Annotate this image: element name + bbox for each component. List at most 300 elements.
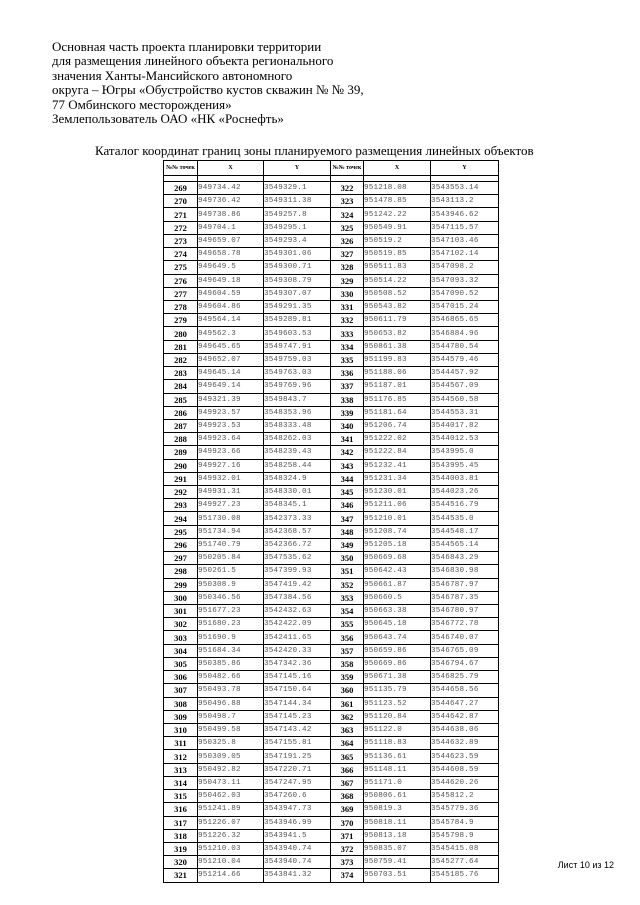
point-number: 274 [164,248,198,261]
table-row [164,182,499,195]
x-coordinate: 950669.68 [364,552,431,565]
y-coordinate: 3545185.76 [431,869,499,882]
point-number: 303 [164,631,198,644]
x-coordinate: 951226.07 [198,816,264,829]
point-number: 340 [331,419,364,432]
table-row [164,591,499,604]
point-number: 338 [331,393,364,406]
y-coordinate: 3548330.01 [264,486,331,499]
y-coordinate: 3549769.96 [264,380,331,393]
x-coordinate: 951680.23 [198,618,264,631]
y-coordinate: 3543995.0 [431,446,499,459]
x-coordinate: 950462.03 [198,790,264,803]
y-coordinate: 3544457.92 [431,367,499,380]
x-coordinate: 950645.18 [364,618,431,631]
point-number: 328 [331,261,364,274]
x-coordinate: 949932.01 [198,472,264,485]
x-coordinate: 951208.74 [364,525,431,538]
x-coordinate: 951210.03 [198,842,264,855]
point-number: 362 [331,710,364,723]
y-coordinate: 3547115.57 [431,221,499,234]
x-coordinate: 951226.32 [198,829,264,842]
point-number: 333 [331,327,364,340]
x-coordinate: 951123.52 [364,697,431,710]
point-number: 296 [164,538,198,551]
column-header-y: Y [264,161,331,176]
x-coordinate: 951730.08 [198,512,264,525]
table-row [164,446,499,459]
point-number: 299 [164,578,198,591]
x-coordinate: 950663.38 [364,605,431,618]
point-number: 298 [164,565,198,578]
y-coordinate: 3547145.16 [264,671,331,684]
point-number: 285 [164,393,198,406]
point-number: 339 [331,406,364,419]
point-number: 322 [331,182,364,195]
x-coordinate: 951120.84 [364,710,431,723]
x-coordinate: 950669.86 [364,657,431,670]
x-coordinate: 949604.86 [198,300,264,313]
y-coordinate: 3544548.17 [431,525,499,538]
y-coordinate: 3547150.64 [264,684,331,697]
point-number: 321 [164,869,198,882]
y-coordinate: 3542366.72 [264,538,331,551]
y-coordinate: 3547102.14 [431,248,499,261]
y-coordinate: 3549843.7 [264,393,331,406]
point-number: 336 [331,367,364,380]
x-coordinate: 951242.22 [364,208,431,221]
table-row [164,605,499,618]
x-coordinate: 950308.9 [198,578,264,591]
point-number: 356 [331,631,364,644]
point-number: 367 [331,776,364,789]
x-coordinate: 949649.14 [198,380,264,393]
x-coordinate: 951118.83 [364,737,431,750]
y-coordinate: 3544567.09 [431,380,499,393]
point-number: 343 [331,459,364,472]
x-coordinate: 950659.86 [364,644,431,657]
y-coordinate: 3543946.99 [264,816,331,829]
y-coordinate: 3542422.09 [264,618,331,631]
point-number: 365 [331,750,364,763]
x-coordinate: 951135.79 [364,684,431,697]
point-number: 326 [331,234,364,247]
x-coordinate: 949652.07 [198,353,264,366]
table-row [164,274,499,287]
y-coordinate: 3545812.2 [431,790,499,803]
point-number: 316 [164,803,198,816]
y-coordinate: 3545277.64 [431,856,499,869]
y-coordinate: 3549307.07 [264,287,331,300]
x-coordinate: 949604.59 [198,287,264,300]
table-row [164,538,499,551]
header-line: Землепользователь ОАО «НК «Роснефть» [52,111,284,127]
point-number: 354 [331,605,364,618]
point-number: 279 [164,314,198,327]
point-number: 307 [164,684,198,697]
y-coordinate: 3549295.1 [264,221,331,234]
y-coordinate: 3549293.4 [264,234,331,247]
point-number: 288 [164,433,198,446]
y-coordinate: 3544638.06 [431,723,499,736]
y-coordinate: 3544623.59 [431,750,499,763]
table-row [164,380,499,393]
point-number: 351 [331,565,364,578]
x-coordinate: 950205.84 [198,552,264,565]
y-coordinate: 3548345.1 [264,499,331,512]
y-coordinate: 3543995.45 [431,459,499,472]
table-row [164,856,499,869]
point-number: 372 [331,842,364,855]
x-coordinate: 951211.06 [364,499,431,512]
x-coordinate: 951171.0 [364,776,431,789]
x-coordinate: 949923.64 [198,433,264,446]
point-number: 357 [331,644,364,657]
x-coordinate: 949321.39 [198,393,264,406]
x-coordinate: 950642.43 [364,565,431,578]
x-coordinate: 951210.04 [198,856,264,869]
point-number: 276 [164,274,198,287]
y-coordinate: 3542432.63 [264,605,331,618]
table-row [164,300,499,313]
x-coordinate: 951136.61 [364,750,431,763]
table-row [164,393,499,406]
y-coordinate: 3543940.74 [264,856,331,869]
point-number: 324 [331,208,364,221]
point-number: 364 [331,737,364,750]
y-coordinate: 3547093.32 [431,274,499,287]
point-number: 318 [164,829,198,842]
y-coordinate: 3544620.26 [431,776,499,789]
point-number: 342 [331,446,364,459]
point-number: 309 [164,710,198,723]
x-coordinate: 951210.01 [364,512,431,525]
y-coordinate: 3549308.79 [264,274,331,287]
y-coordinate: 3544017.82 [431,419,499,432]
point-number: 280 [164,327,198,340]
y-coordinate: 3544647.27 [431,697,499,710]
x-coordinate: 949923.57 [198,406,264,419]
x-coordinate: 950703.51 [364,869,431,882]
point-number: 292 [164,486,198,499]
x-coordinate: 949649.18 [198,274,264,287]
y-coordinate: 3545779.36 [431,803,499,816]
y-coordinate: 3544560.58 [431,393,499,406]
point-number: 290 [164,459,198,472]
table-row [164,763,499,776]
document-header [52,40,364,126]
column-header-x: X [364,161,431,176]
table-row [164,327,499,340]
header-line: 77 Омбинского месторождения» [52,96,232,112]
x-coordinate: 950818.11 [364,816,431,829]
y-coordinate: 3546884.96 [431,327,499,340]
point-number: 300 [164,591,198,604]
y-coordinate: 3547260.6 [264,790,331,803]
table-row [164,195,499,208]
point-number: 313 [164,763,198,776]
y-coordinate: 3544579.46 [431,353,499,366]
y-coordinate: 3546794.67 [431,657,499,670]
table-row [164,578,499,591]
y-coordinate: 3542368.57 [264,525,331,538]
x-coordinate: 949927.16 [198,459,264,472]
x-coordinate: 950653.82 [364,327,431,340]
y-coordinate: 3545798.9 [431,829,499,842]
point-number: 311 [164,737,198,750]
x-coordinate: 951206.74 [364,419,431,432]
point-number: 273 [164,234,198,247]
y-coordinate: 3544632.89 [431,737,499,750]
column-header-point-number: №№ точек [164,161,198,176]
x-coordinate: 949927.23 [198,499,264,512]
y-coordinate: 3544023.26 [431,486,499,499]
x-coordinate: 951740.79 [198,538,264,551]
y-coordinate: 3542411.65 [264,631,331,644]
point-number: 270 [164,195,198,208]
point-number: 317 [164,816,198,829]
y-coordinate: 3548258.44 [264,459,331,472]
table-row [164,512,499,525]
x-coordinate: 950759.41 [364,856,431,869]
point-number: 373 [331,856,364,869]
y-coordinate: 3548239.43 [264,446,331,459]
point-number: 302 [164,618,198,631]
table-row [164,803,499,816]
y-coordinate: 3547399.93 [264,565,331,578]
x-coordinate: 949931.31 [198,486,264,499]
x-coordinate: 950519.2 [364,234,431,247]
table-row [164,671,499,684]
point-number: 330 [331,287,364,300]
x-coordinate: 949923.53 [198,419,264,432]
y-coordinate: 3542420.33 [264,644,331,657]
x-coordinate: 951222.84 [364,446,431,459]
table-row [164,552,499,565]
y-coordinate: 3548353.96 [264,406,331,419]
y-coordinate: 3546865.65 [431,314,499,327]
point-number: 277 [164,287,198,300]
y-coordinate: 3549300.71 [264,261,331,274]
point-number: 312 [164,750,198,763]
x-coordinate: 951241.89 [198,803,264,816]
y-coordinate: 3547015.24 [431,300,499,313]
point-number: 319 [164,842,198,855]
y-coordinate: 3547191.25 [264,750,331,763]
y-coordinate: 3546825.79 [431,671,499,684]
x-coordinate: 950325.8 [198,737,264,750]
column-header-x: X [198,161,264,176]
x-coordinate: 951232.41 [364,459,431,472]
x-coordinate: 951230.01 [364,486,431,499]
point-number: 294 [164,512,198,525]
point-number: 286 [164,406,198,419]
table-row [164,631,499,644]
table-row [164,776,499,789]
point-number: 345 [331,486,364,499]
point-number: 269 [164,182,198,195]
x-coordinate: 949923.66 [198,446,264,459]
x-coordinate: 951176.85 [364,393,431,406]
x-coordinate: 950813.18 [364,829,431,842]
y-coordinate: 3548262.03 [264,433,331,446]
x-coordinate: 951214.66 [198,869,264,882]
table-row [164,618,499,631]
x-coordinate: 951734.94 [198,525,264,538]
y-coordinate: 3549311.38 [264,195,331,208]
y-coordinate: 3545415.08 [431,842,499,855]
table-row [164,657,499,670]
y-coordinate: 3544012.53 [431,433,499,446]
table-row [164,433,499,446]
table-row [164,459,499,472]
x-coordinate: 950511.83 [364,261,431,274]
x-coordinate: 951222.02 [364,433,431,446]
y-coordinate: 3543946.62 [431,208,499,221]
table-row [164,221,499,234]
table-row [164,353,499,366]
x-coordinate: 950496.88 [198,697,264,710]
table-row [164,248,499,261]
table-row [164,340,499,353]
point-number: 359 [331,671,364,684]
x-coordinate: 951677.23 [198,605,264,618]
x-coordinate: 949659.07 [198,234,264,247]
table-row [164,816,499,829]
point-number: 271 [164,208,198,221]
table-row [164,314,499,327]
point-number: 358 [331,657,364,670]
header-line: для размещения линейного объекта регионального [52,53,334,69]
y-coordinate: 3544780.54 [431,340,499,353]
x-coordinate: 950346.56 [198,591,264,604]
x-coordinate: 951181.64 [364,406,431,419]
table-row [164,234,499,247]
y-coordinate: 3549301.06 [264,248,331,261]
x-coordinate: 951205.18 [364,538,431,551]
point-number: 329 [331,274,364,287]
table-row [164,367,499,380]
table-row [164,525,499,538]
x-coordinate: 949738.86 [198,208,264,221]
point-number: 374 [331,869,364,882]
point-number: 306 [164,671,198,684]
y-coordinate: 3547155.81 [264,737,331,750]
x-coordinate: 950861.38 [364,340,431,353]
x-coordinate: 950643.74 [364,631,431,644]
y-coordinate: 3543947.73 [264,803,331,816]
y-coordinate: 3546843.29 [431,552,499,565]
y-coordinate: 3547145.23 [264,710,331,723]
x-coordinate: 950385.86 [198,657,264,670]
table-row [164,869,499,882]
y-coordinate: 3543553.14 [431,182,499,195]
header-line: Основная часть проекта планировки территории [52,39,322,54]
point-number: 346 [331,499,364,512]
point-number: 335 [331,353,364,366]
x-coordinate: 950611.79 [364,314,431,327]
table-row [164,737,499,750]
x-coordinate: 949564.14 [198,314,264,327]
y-coordinate: 3549257.8 [264,208,331,221]
table-row [164,644,499,657]
y-coordinate: 3544535.0 [431,512,499,525]
x-coordinate: 951478.85 [364,195,431,208]
point-number: 310 [164,723,198,736]
y-coordinate: 3544565.14 [431,538,499,551]
y-coordinate: 3543940.74 [264,842,331,855]
y-coordinate: 3549759.03 [264,353,331,366]
table-row [164,261,499,274]
y-coordinate: 3548324.9 [264,472,331,485]
x-coordinate: 949734.42 [198,182,264,195]
x-coordinate: 951690.9 [198,631,264,644]
x-coordinate: 950482.66 [198,671,264,684]
x-coordinate: 949658.78 [198,248,264,261]
x-coordinate: 951218.08 [364,182,431,195]
point-number: 348 [331,525,364,538]
point-number: 289 [164,446,198,459]
table-row [164,684,499,697]
table-row [164,486,499,499]
point-number: 283 [164,367,198,380]
point-number: 337 [331,380,364,393]
y-coordinate: 3547103.46 [431,234,499,247]
x-coordinate: 951188.06 [364,367,431,380]
point-number: 355 [331,618,364,631]
point-number: 361 [331,697,364,710]
point-number: 334 [331,340,364,353]
y-coordinate: 3543113.2 [431,195,499,208]
x-coordinate: 949649.5 [198,261,264,274]
header-line: значения Ханты-Мансийского автономного [52,67,293,83]
y-coordinate: 3547419.42 [264,578,331,591]
y-coordinate: 3549763.03 [264,367,331,380]
point-number: 349 [331,538,364,551]
y-coordinate: 3547247.95 [264,776,331,789]
y-coordinate: 3547098.2 [431,261,499,274]
y-coordinate: 3543841.32 [264,869,331,882]
x-coordinate: 950498.7 [198,710,264,723]
table-row [164,419,499,432]
table-row [164,710,499,723]
point-number: 332 [331,314,364,327]
y-coordinate: 3546772.78 [431,618,499,631]
table-caption: Каталог координат границ зоны планируемого размещения линейных объектов [95,143,534,158]
point-number: 366 [331,763,364,776]
x-coordinate: 950835.07 [364,842,431,855]
point-number: 297 [164,552,198,565]
y-coordinate: 3547220.71 [264,763,331,776]
page-number: Лист 10 из 12 [557,860,614,870]
x-coordinate: 951684.34 [198,644,264,657]
point-number: 305 [164,657,198,670]
point-number: 347 [331,512,364,525]
x-coordinate: 951231.34 [364,472,431,485]
x-coordinate: 950492.82 [198,763,264,776]
point-number: 301 [164,605,198,618]
point-number: 284 [164,380,198,393]
point-number: 323 [331,195,364,208]
y-coordinate: 3547342.36 [264,657,331,670]
y-coordinate: 3546780.97 [431,605,499,618]
point-number: 293 [164,499,198,512]
point-number: 353 [331,591,364,604]
table-row [164,406,499,419]
x-coordinate: 950473.11 [198,776,264,789]
table-row [164,499,499,512]
x-coordinate: 950819.3 [364,803,431,816]
